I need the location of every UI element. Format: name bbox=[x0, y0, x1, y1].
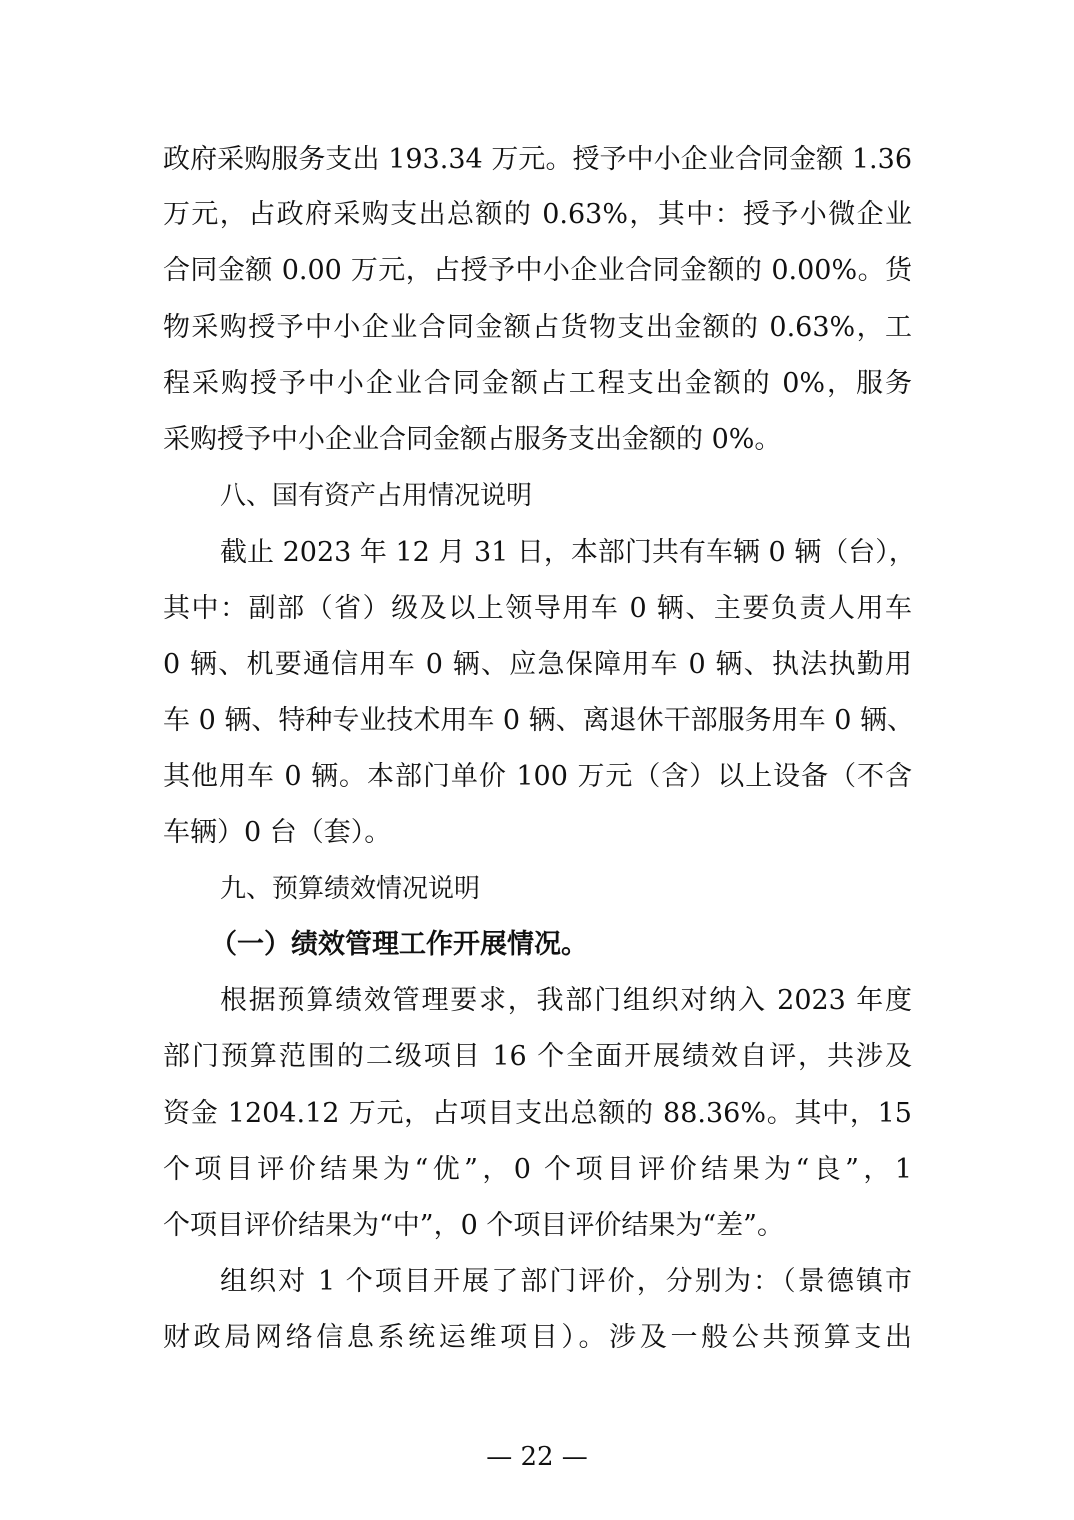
text-line: 政府采购服务支出 193.34 万元。授予中小企业合同金额 1.36 bbox=[163, 144, 912, 175]
text-line: 组织对 1 个项目开展了部门评价，分别为：（景德镇市 bbox=[220, 1266, 912, 1297]
text-line: 个项目评价结果为“优”，0 个项目评价结果为“良”，1 bbox=[163, 1154, 912, 1185]
text-line: 个项目评价结果为“中”，0 个项目评价结果为“差”。 bbox=[163, 1210, 784, 1241]
text-line: 车辆）0 台（套）。 bbox=[163, 817, 392, 848]
text-line: 合同金额 0.00 万元，占授予中小企业合同金额的 0.00%。货 bbox=[163, 255, 912, 286]
text-line: 资金 1204.12 万元，占项目支出总额的 88.36%。其中，15 bbox=[163, 1098, 912, 1129]
text-line: 采购授予中小企业合同金额占服务支出金额的 0%。 bbox=[163, 424, 782, 455]
text-line: 0 辆、机要通信用车 0 辆、应急保障用车 0 辆、执法执勤用 bbox=[163, 649, 912, 680]
text-line: 万元，占政府采购支出总额的 0.63%，其中：授予小微企业 bbox=[163, 199, 912, 230]
text-line: 截止 2023 年 12 月 31 日，本部门共有车辆 0 辆（台）， bbox=[220, 537, 916, 568]
text-line: 根据预算绩效管理要求，我部门组织对纳入 2023 年度 bbox=[220, 985, 912, 1016]
text-line: 其中：副部（省）级及以上领导用车 0 辆、主要负责人用车 bbox=[163, 593, 912, 624]
text-line: 财政局网络信息系统运维项目）。涉及一般公共预算支出 bbox=[163, 1322, 912, 1353]
text-line: 物采购授予中小企业合同金额占货物支出金额的 0.63%，工 bbox=[163, 312, 912, 343]
section-heading-8: 八、国有资产占用情况说明 bbox=[220, 481, 533, 511]
text-line: 车 0 辆、特种专业技术用车 0 辆、离退休干部服务用车 0 辆、 bbox=[163, 705, 915, 736]
subsection-heading: （一）绩效管理工作开展情况。 bbox=[210, 929, 588, 960]
text-line: 程采购授予中小企业合同金额占工程支出金额的 0%，服务 bbox=[163, 368, 912, 399]
text-line: 其他用车 0 辆。本部门单价 100 万元（含）以上设备（不含 bbox=[163, 761, 912, 792]
section-heading-9: 九、预算绩效情况说明 bbox=[220, 874, 481, 904]
text-line: 部门预算范围的二级项目 16 个全面开展绩效自评，共涉及 bbox=[163, 1041, 912, 1072]
page-number: — 22 — bbox=[486, 1442, 588, 1472]
